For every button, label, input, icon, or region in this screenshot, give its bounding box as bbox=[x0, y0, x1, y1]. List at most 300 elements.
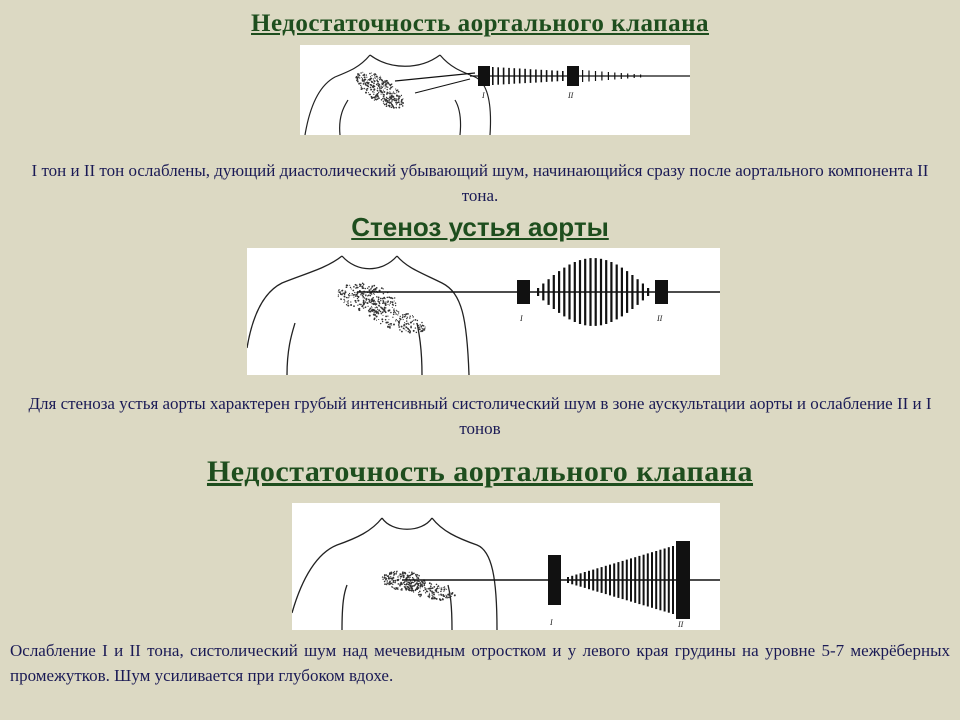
stipple-dot bbox=[374, 75, 375, 76]
stipple-dot bbox=[385, 86, 387, 88]
stipple-dot bbox=[374, 80, 376, 82]
stipple-dot bbox=[404, 329, 405, 330]
stipple-dot bbox=[359, 284, 361, 286]
stipple-dot bbox=[373, 82, 375, 84]
stipple-dot bbox=[411, 583, 412, 584]
stipple-dot bbox=[359, 83, 360, 84]
stipple-dot bbox=[349, 293, 350, 294]
stipple-dot bbox=[369, 300, 370, 301]
stipple-dot bbox=[386, 584, 387, 585]
stipple-dot bbox=[427, 595, 429, 597]
stipple-dot bbox=[404, 573, 406, 575]
stipple-dot bbox=[402, 105, 404, 107]
stipple-dot bbox=[395, 312, 396, 313]
tone-label-1: I bbox=[482, 91, 485, 100]
stipple-dot bbox=[387, 297, 389, 299]
stipple-dot bbox=[402, 314, 404, 316]
stipple-dot bbox=[352, 290, 354, 292]
stipple-dot bbox=[362, 306, 364, 308]
stipple-dot bbox=[362, 288, 363, 289]
stipple-dot bbox=[399, 102, 400, 103]
stipple-dot bbox=[425, 583, 426, 584]
stipple-dot bbox=[373, 314, 375, 316]
section-2-title: Стеноз устья аорты bbox=[351, 212, 609, 242]
stipple-dot bbox=[387, 304, 388, 305]
stipple-dot bbox=[362, 285, 363, 286]
stipple-dot bbox=[389, 327, 391, 329]
stipple-dot bbox=[376, 316, 378, 318]
stipple-dot bbox=[391, 583, 393, 585]
stipple-dot bbox=[396, 90, 398, 92]
stipple-dot bbox=[402, 98, 403, 99]
stipple-dot bbox=[392, 584, 393, 585]
murmur-bar bbox=[492, 67, 494, 85]
stipple-dot bbox=[396, 319, 397, 320]
murmur-bar bbox=[616, 265, 618, 320]
murmur-bar bbox=[546, 70, 548, 82]
stipple-dot bbox=[432, 587, 434, 589]
murmur-bar bbox=[601, 567, 603, 593]
murmur-bar bbox=[664, 549, 666, 612]
stipple-dot bbox=[388, 105, 389, 106]
stipple-dot bbox=[361, 88, 363, 90]
stipple-dot bbox=[395, 580, 397, 582]
stipple-dot bbox=[400, 576, 402, 578]
stipple-dot bbox=[347, 297, 348, 298]
stipple-dot bbox=[424, 328, 425, 329]
stipple-dot bbox=[423, 590, 424, 591]
murmur-bar bbox=[551, 70, 553, 81]
stipple-dot bbox=[378, 84, 380, 86]
stipple-dot bbox=[427, 588, 428, 589]
stipple-dot bbox=[345, 291, 346, 292]
stipple-dot bbox=[385, 316, 387, 318]
stipple-dot bbox=[377, 90, 378, 91]
stipple-dot bbox=[420, 588, 421, 589]
tone-label-1: I bbox=[550, 618, 553, 627]
stipple-dot bbox=[363, 297, 364, 298]
stipple-dot bbox=[370, 302, 371, 303]
stipple-dot bbox=[404, 584, 405, 585]
stipple-dot bbox=[353, 286, 355, 288]
stipple-dot bbox=[382, 303, 383, 304]
stipple-dot bbox=[366, 74, 367, 75]
stipple-dot bbox=[446, 597, 448, 599]
stipple-dot bbox=[383, 302, 385, 304]
stipple-dot bbox=[359, 304, 360, 305]
stipple-dot bbox=[429, 593, 430, 594]
stipple-dot bbox=[384, 80, 385, 81]
stipple-dot bbox=[344, 293, 345, 294]
stipple-dot bbox=[367, 82, 368, 83]
murmur-bar bbox=[571, 576, 573, 585]
stipple-dot bbox=[403, 319, 404, 320]
stipple-dot bbox=[423, 584, 425, 586]
stipple-dot bbox=[383, 94, 385, 96]
stipple-dot bbox=[396, 571, 398, 573]
stipple-dot bbox=[381, 80, 383, 82]
stipple-dot bbox=[371, 285, 373, 287]
stipple-dot bbox=[439, 599, 441, 601]
stipple-dot bbox=[404, 586, 405, 587]
stipple-dot bbox=[352, 293, 353, 294]
stipple-dot bbox=[382, 321, 383, 322]
stipple-dot bbox=[364, 298, 365, 299]
stipple-dot bbox=[384, 307, 386, 309]
stipple-dot bbox=[406, 327, 407, 328]
stipple-dot bbox=[345, 290, 346, 291]
stipple-dot bbox=[395, 305, 396, 306]
stipple-dot bbox=[348, 300, 349, 301]
stipple-dot bbox=[400, 578, 401, 579]
stipple-dot bbox=[373, 86, 374, 87]
stipple-dot bbox=[378, 305, 380, 307]
stipple-dot bbox=[402, 317, 404, 319]
stipple-dot bbox=[392, 298, 394, 300]
stipple-dot bbox=[445, 597, 446, 598]
stipple-dot bbox=[440, 593, 442, 595]
stipple-dot bbox=[442, 599, 444, 601]
stipple-dot bbox=[431, 598, 433, 600]
stipple-dot bbox=[399, 104, 400, 105]
stipple-dot bbox=[393, 305, 394, 306]
stipple-dot bbox=[361, 77, 362, 78]
stipple-dot bbox=[389, 573, 391, 575]
stipple-dot bbox=[388, 578, 390, 580]
stipple-dot bbox=[355, 287, 356, 288]
murmur-bar bbox=[643, 555, 645, 606]
stipple-dot bbox=[390, 577, 392, 579]
stipple-dot bbox=[409, 575, 410, 576]
stipple-dot bbox=[395, 302, 397, 304]
stipple-dot bbox=[341, 290, 343, 292]
stipple-dot bbox=[448, 594, 450, 596]
stipple-dot bbox=[377, 95, 378, 96]
stipple-dot bbox=[377, 78, 378, 79]
murmur-bar bbox=[621, 73, 622, 79]
section-1-title: Недостаточность аортального клапана bbox=[251, 10, 709, 37]
murmur-bar bbox=[514, 68, 516, 84]
stipple-dot bbox=[374, 294, 375, 295]
stipple-dot bbox=[393, 587, 394, 588]
stipple-dot bbox=[390, 98, 392, 100]
murmur-bar bbox=[575, 575, 577, 586]
stipple-dot bbox=[450, 596, 452, 598]
stipple-dot bbox=[359, 75, 360, 76]
stipple-dot bbox=[375, 98, 377, 100]
stipple-dot bbox=[377, 88, 378, 89]
stipple-dot bbox=[370, 87, 372, 89]
murmur-bar bbox=[595, 258, 597, 326]
stipple-dot bbox=[441, 587, 442, 588]
stipple-dot bbox=[443, 589, 445, 591]
stipple-dot bbox=[365, 92, 367, 94]
stipple-dot bbox=[392, 93, 393, 94]
stipple-dot bbox=[410, 331, 411, 332]
stipple-dot bbox=[363, 83, 365, 85]
stipple-dot bbox=[347, 301, 348, 302]
murmur-bar bbox=[630, 558, 632, 601]
stipple-dot bbox=[408, 331, 410, 333]
stipple-dot bbox=[370, 76, 371, 77]
stipple-dot bbox=[411, 590, 412, 591]
stipple-dot bbox=[371, 89, 372, 90]
murmur-bar bbox=[627, 74, 628, 79]
stipple-dot bbox=[371, 293, 372, 294]
stipple-dot bbox=[381, 318, 383, 320]
stipple-dot bbox=[374, 285, 375, 286]
murmur-bar bbox=[582, 70, 583, 82]
stipple-dot bbox=[439, 588, 440, 589]
stipple-dot bbox=[398, 583, 400, 585]
stipple-dot bbox=[430, 585, 432, 587]
stipple-dot bbox=[373, 303, 375, 305]
stipple-dot bbox=[373, 94, 374, 95]
murmur-bar bbox=[642, 284, 644, 301]
stipple-dot bbox=[376, 320, 377, 321]
stipple-dot bbox=[365, 82, 367, 84]
stipple-dot bbox=[398, 313, 399, 314]
stipple-dot bbox=[409, 583, 410, 584]
stipple-dot bbox=[376, 84, 377, 85]
stipple-dot bbox=[436, 589, 438, 591]
stipple-dot bbox=[410, 327, 412, 329]
stipple-dot bbox=[386, 105, 388, 107]
murmur-bar bbox=[579, 260, 581, 324]
stipple-dot bbox=[357, 298, 358, 299]
stipple-dot bbox=[441, 588, 443, 590]
stipple-dot bbox=[384, 581, 386, 583]
stipple-dot bbox=[386, 97, 387, 98]
stipple-dot bbox=[343, 302, 344, 303]
stipple-dot bbox=[366, 298, 368, 300]
stipple-dot bbox=[388, 310, 390, 312]
stipple-dot bbox=[378, 97, 379, 98]
stipple-dot bbox=[392, 317, 393, 318]
stipple-dot bbox=[367, 80, 368, 81]
stipple-dot bbox=[338, 294, 339, 295]
stipple-dot bbox=[343, 299, 344, 300]
stipple-dot bbox=[406, 313, 408, 315]
stipple-dot bbox=[425, 582, 426, 583]
stipple-dot bbox=[376, 312, 378, 314]
stipple-dot bbox=[406, 581, 407, 582]
stipple-dot bbox=[383, 102, 384, 103]
stipple-dot bbox=[383, 96, 384, 97]
stipple-dot bbox=[392, 96, 394, 98]
stipple-dot bbox=[387, 302, 388, 303]
stipple-dot bbox=[349, 285, 350, 286]
murmur-bar bbox=[600, 259, 602, 326]
stipple-dot bbox=[396, 92, 397, 93]
stipple-dot bbox=[388, 324, 389, 325]
stipple-dot bbox=[365, 84, 367, 86]
stipple-dot bbox=[378, 309, 380, 311]
section-3-caption: Ослабление I и II тона, систолический шум над мечевидным отростком и у левого края грудины на уровне 5-7 межрёберных промежутков. Шум усиливается при глубоком вдохе. bbox=[10, 641, 950, 685]
stipple-dot bbox=[392, 307, 393, 308]
stipple-dot bbox=[365, 306, 366, 307]
stipple-dot bbox=[383, 85, 384, 86]
murmur-bar bbox=[634, 74, 635, 78]
murmur-bar bbox=[668, 547, 670, 613]
stipple-dot bbox=[387, 582, 388, 583]
section-1-caption: I тон и II тон ослаблены, дующий диастолический убывающий шум, начинающийся сразу после аортального компонента II тона. bbox=[31, 161, 929, 205]
stipple-dot bbox=[379, 87, 381, 89]
stipple-dot bbox=[382, 81, 384, 83]
murmur-bar bbox=[609, 565, 611, 596]
stipple-dot bbox=[406, 320, 407, 321]
stipple-dot bbox=[340, 298, 341, 299]
stipple-dot bbox=[418, 594, 420, 596]
stipple-dot bbox=[422, 328, 423, 329]
stipple-dot bbox=[398, 326, 400, 328]
stipple-dot bbox=[401, 103, 403, 105]
murmur-bar bbox=[584, 572, 586, 588]
stipple-dot bbox=[413, 330, 415, 332]
stipple-dot bbox=[383, 91, 385, 93]
stipple-dot bbox=[357, 73, 358, 74]
stipple-dot bbox=[454, 594, 455, 595]
stipple-dot bbox=[416, 323, 417, 324]
murmur-bar bbox=[519, 69, 521, 84]
stipple-dot bbox=[394, 297, 395, 298]
stipple-dot bbox=[360, 85, 361, 86]
stipple-dot bbox=[427, 591, 428, 592]
stipple-dot bbox=[418, 581, 419, 582]
stipple-dot bbox=[376, 287, 378, 289]
stipple-dot bbox=[355, 294, 357, 296]
stipple-dot bbox=[362, 72, 363, 73]
stipple-dot bbox=[362, 79, 364, 81]
stipple-dot bbox=[392, 301, 394, 303]
murmur-bar bbox=[497, 67, 499, 84]
section-2-caption: Для стеноза устья аорты характерен грубый интенсивный систолический шум в зоне аускультации аорты и ослабление II и I тонов bbox=[28, 394, 932, 438]
murmur-bar bbox=[567, 577, 569, 583]
stipple-dot bbox=[398, 321, 400, 323]
stipple-dot bbox=[393, 314, 395, 316]
stipple-dot bbox=[386, 99, 387, 100]
stipple-dot bbox=[404, 316, 406, 318]
stipple-dot bbox=[400, 316, 401, 317]
stipple-dot bbox=[393, 574, 395, 576]
stipple-dot bbox=[375, 95, 377, 97]
stipple-dot bbox=[395, 102, 396, 103]
tone-label-2: II bbox=[678, 620, 684, 629]
stipple-dot bbox=[415, 575, 416, 576]
stipple-dot bbox=[362, 294, 363, 295]
stipple-dot bbox=[389, 91, 390, 92]
stipple-dot bbox=[416, 586, 418, 588]
stipple-dot bbox=[406, 583, 407, 584]
stipple-dot bbox=[387, 326, 389, 328]
stipple-dot bbox=[418, 583, 419, 584]
murmur-bar bbox=[541, 70, 543, 83]
stipple-dot bbox=[421, 585, 423, 587]
stipple-dot bbox=[385, 82, 387, 84]
murmur-bar bbox=[605, 566, 607, 594]
stipple-dot bbox=[397, 99, 398, 100]
stipple-dot bbox=[386, 103, 388, 105]
stipple-dot bbox=[391, 106, 393, 108]
stipple-dot bbox=[365, 294, 366, 295]
stipple-dot bbox=[381, 94, 382, 95]
tone-label-1: I bbox=[520, 314, 523, 323]
stipple-dot bbox=[421, 322, 423, 324]
stipple-dot bbox=[372, 303, 373, 304]
stipple-dot bbox=[446, 589, 447, 590]
stipple-dot bbox=[408, 577, 409, 578]
stipple-dot bbox=[393, 324, 395, 326]
stipple-dot bbox=[389, 93, 391, 95]
stipple-dot bbox=[398, 322, 400, 324]
stipple-dot bbox=[399, 318, 401, 320]
stipple-dot bbox=[391, 101, 392, 102]
stipple-dot bbox=[402, 573, 404, 575]
phonocardiogram-aortic-insufficiency-figure bbox=[300, 45, 690, 135]
stipple-dot bbox=[368, 286, 370, 288]
stipple-dot bbox=[378, 297, 380, 299]
stipple-dot bbox=[380, 300, 381, 301]
murmur-bar bbox=[614, 73, 615, 80]
stipple-dot bbox=[389, 102, 391, 104]
stipple-dot bbox=[371, 72, 372, 73]
stipple-dot bbox=[370, 311, 372, 313]
stipple-dot bbox=[384, 584, 385, 585]
murmur-bar bbox=[596, 568, 598, 591]
stipple-dot bbox=[419, 324, 420, 325]
murmur-bar bbox=[608, 72, 609, 80]
stipple-dot bbox=[400, 96, 401, 97]
stipple-dot bbox=[392, 581, 394, 583]
stipple-dot bbox=[399, 329, 401, 331]
stipple-dot bbox=[401, 588, 402, 589]
stipple-dot bbox=[393, 107, 395, 109]
stipple-dot bbox=[385, 304, 387, 306]
stipple-dot bbox=[413, 582, 414, 583]
stipple-dot bbox=[408, 587, 409, 588]
stipple-dot bbox=[406, 586, 408, 588]
stipple-dot bbox=[381, 83, 382, 84]
murmur-bar bbox=[574, 262, 576, 322]
stipple-dot bbox=[338, 291, 339, 292]
stipple-dot bbox=[387, 316, 388, 317]
stipple-dot bbox=[358, 297, 359, 298]
stipple-dot bbox=[363, 296, 364, 297]
stipple-dot bbox=[381, 92, 382, 93]
stipple-dot bbox=[353, 297, 354, 298]
stipple-dot bbox=[374, 100, 375, 101]
stipple-dot bbox=[420, 594, 422, 596]
stipple-dot bbox=[394, 100, 396, 102]
stipple-dot bbox=[416, 577, 417, 578]
stipple-dot bbox=[425, 327, 426, 328]
stipple-dot bbox=[396, 104, 397, 105]
stipple-dot bbox=[378, 85, 380, 87]
stipple-dot bbox=[372, 310, 374, 312]
stipple-dot bbox=[433, 586, 435, 588]
stipple-dot bbox=[400, 573, 401, 574]
stipple-dot bbox=[359, 77, 360, 78]
stipple-dot bbox=[380, 77, 382, 79]
stipple-dot bbox=[422, 325, 423, 326]
murmur-bar bbox=[655, 551, 657, 609]
stipple-dot bbox=[440, 591, 442, 593]
stipple-dot bbox=[438, 594, 439, 595]
stipple-dot bbox=[399, 575, 400, 576]
stipple-dot bbox=[415, 319, 417, 321]
stipple-dot bbox=[390, 303, 391, 304]
stipple-dot bbox=[391, 94, 393, 96]
